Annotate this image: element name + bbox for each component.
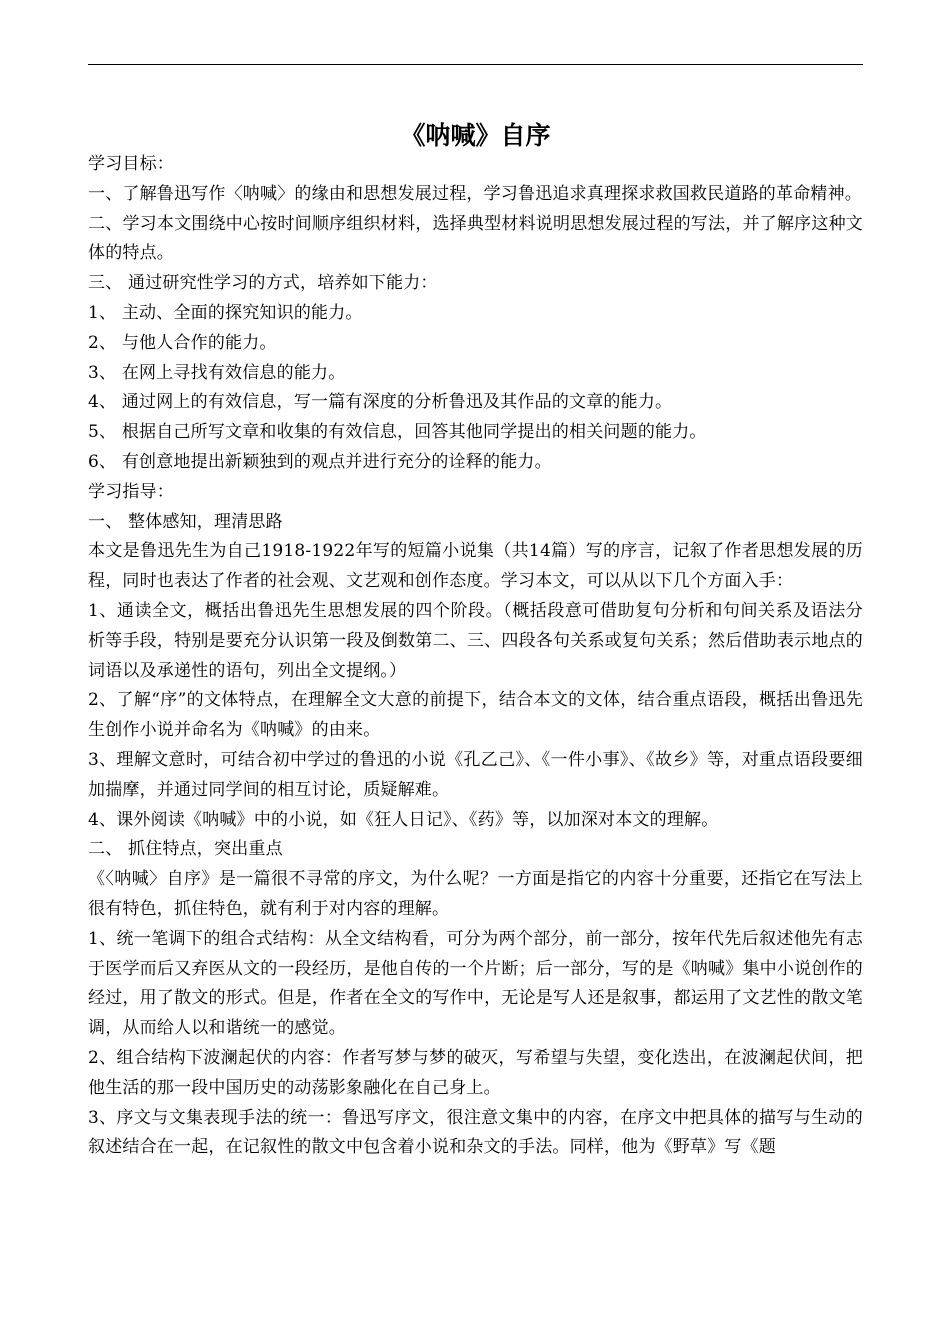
guide-item-4: 4、课外阅读《呐喊》中的小说，如《狂人日记》、《药》等，以加深对本文的理解。 xyxy=(88,809,719,830)
goal-item-1: 一、了解鲁迅写作〈呐喊〉的缘由和思想发展过程，学习鲁迅追求真理探求救国救民道路的革命精神。 xyxy=(88,183,862,204)
intro-paragraph: 本文是鲁迅先生为自己1918-1922年写的短篇小说集（共14篇）写的序言，记叙了作者思想发展的历程，同时也表达了作者的社会观、文艺观和创作态度。学习本文，可以从以下几个方面入手： xyxy=(88,541,863,592)
guide-item-2: 2、了解“序”的文体特点，在理解全文大意的前提下，结合本文的文体，结合重点语段，概括出鲁迅先生创作小说并命名为《呐喊》的由来。 xyxy=(88,690,863,741)
document-body xyxy=(88,150,863,1163)
ability-item-4: 4、 通过网上的有效信息，写一篇有深度的分析鲁迅及其作品的文章的能力。 xyxy=(88,392,673,413)
ability-item-2: 2、 与他人合作的能力。 xyxy=(88,332,277,353)
document-title: 《呐喊》自序 xyxy=(400,121,551,150)
ability-item-3: 3、 在网上寻找有效信息的能力。 xyxy=(88,362,346,383)
header-rule xyxy=(88,64,863,65)
heading-learning-guide: 学习指导： xyxy=(88,481,174,502)
ability-item-6: 6、 有创意地提出新颖独到的观点并进行充分的诠释的能力。 xyxy=(88,451,552,472)
feature-item-1: 1、统一笔调下的组合式结构：从全文结构看，可分为两个部分，前一部分，按年代先后叙述他先有志于医学而后又弃医从文的一段经历，是他自传的一个片断；后一部分，写的是《呐喊》集中小说创作的经过，用了散文的形式。但是，作者在全文的写作中，无论是写人还是叙事，都运用了文艺性的散文笔调，从而给人以和谐统一的感觉。 xyxy=(88,928,863,1039)
ability-item-1: 1、 主动、全面的探究知识的能力。 xyxy=(88,302,363,323)
section-heading-1: 一、 整体感知，理清思路 xyxy=(88,511,283,532)
heading-learning-goals: 学习目标： xyxy=(88,154,174,174)
section-heading-2: 二、 抓住特点，突出重点 xyxy=(88,839,283,860)
feature-item-2: 2、组合结构下波澜起伏的内容：作者写梦与梦的破灭，写希望与失望，变化迭出，在波澜起伏间，把他生活的那一段中国历史的动荡影象融化在自己身上。 xyxy=(88,1047,863,1098)
goal-item-2: 二、学习本文围绕中心按时间顺序组织材料，选择典型材料说明思想发展过程的写法，并了解序这种文体的特点。 xyxy=(88,213,863,264)
feature-item-3: 3、序文与文集表现手法的统一：鲁迅写序文，很注意文集中的内容，在序文中把具体的描写与生动的叙述结合在一起，在记叙性的散文中包含着小说和杂文的手法。同样，他为《野草》写《题 xyxy=(88,1107,863,1158)
features-intro-paragraph: 《〈呐喊〉自序》是一篇很不寻常的序文，为什么呢？一方面是指它的内容十分重要，还指它在写法上很有特色，抓住特色，就有利于对内容的理解。 xyxy=(88,869,863,919)
guide-item-1: 1、通读全文，概括出鲁迅先生思想发展的四个阶段。（概括段意可借助复句分析和句间关系及语法分析等手段，特别是要充分认识第一段及倒数第二、三、四段各句关系或复句关系；然后借助表示地点的词语以及承递性的语句，列出全文提纲。） xyxy=(88,600,863,681)
ability-item-5: 5、 根据自己所写文章和收集的有效信息，回答其他同学提出的相关问题的能力。 xyxy=(88,422,707,443)
goal-item-3: 三、 通过研究性学习的方式，培养如下能力： xyxy=(88,273,438,294)
guide-item-3: 3、理解文意时，可结合初中学过的鲁迅的小说《孔乙己》、《一件小事》、《故乡》等，对重点语段要细加揣摩，并通过同学间的相互讨论，质疑解难。 xyxy=(88,749,863,800)
